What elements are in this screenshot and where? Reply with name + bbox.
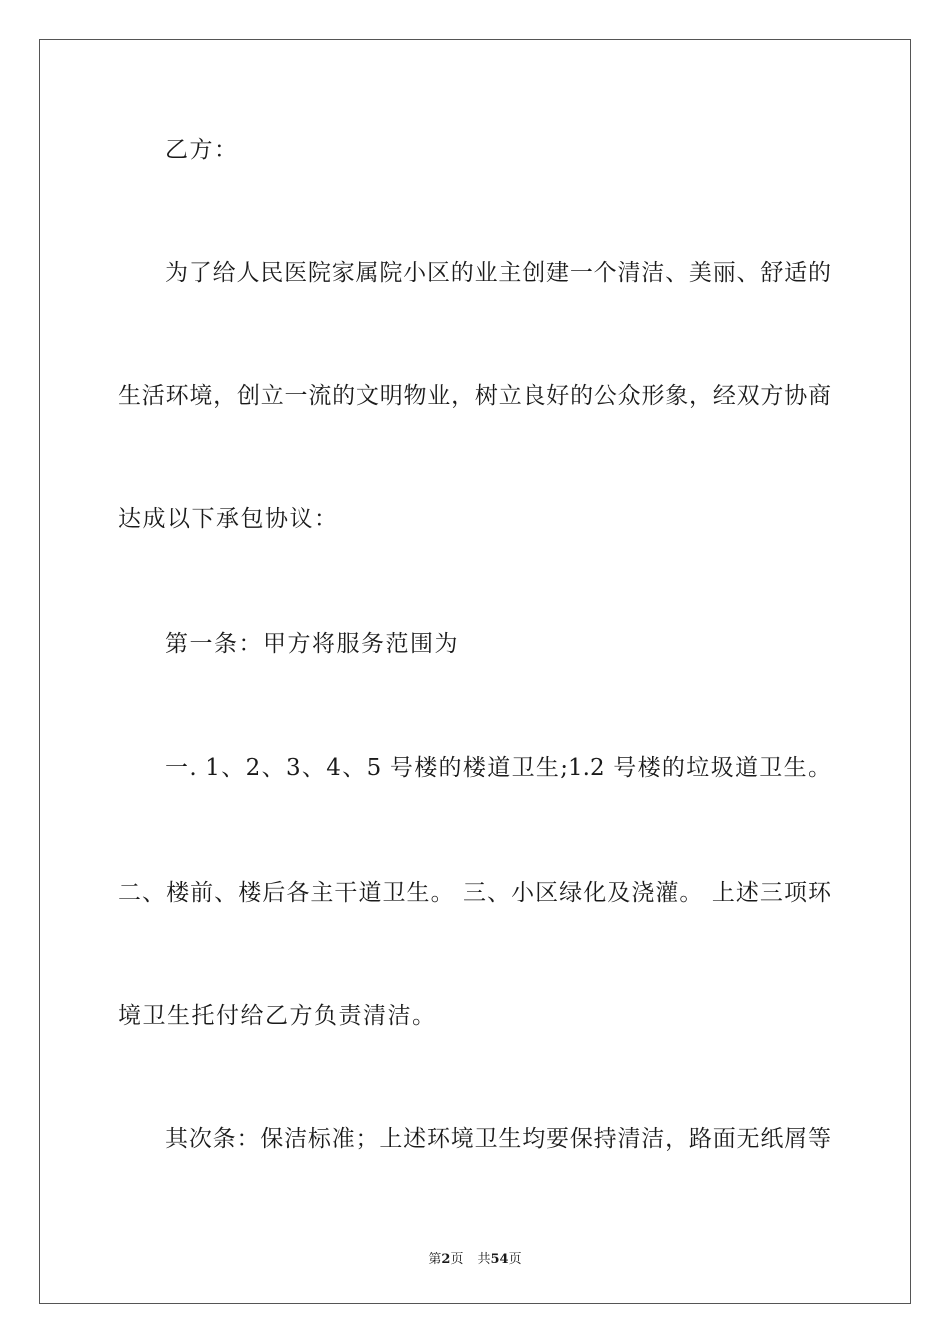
paragraph-line: 一. 1、2、3、4、5 号楼的楼道卫生;1.2 号楼的垃圾道卫生。 [165,755,831,781]
page-footer [0,1248,950,1267]
total-pages: 54 [490,1252,509,1267]
paragraph-line: 达成以下承包协议： [118,506,339,532]
article-one-heading: 第一条：甲方将服务范围为 [165,631,459,657]
paragraph-line: 生活环境，创立一流的文明物业，树立良好的公众形象，经双方协商 [118,383,831,409]
total-suffix: 页 [508,1252,522,1267]
page-frame [39,39,911,1304]
article-two-line: 其次条：保洁标准；上述环境卫生均要保持清洁，路面无纸屑等 [165,1126,831,1152]
total-prefix: 共 [477,1252,491,1267]
page-prefix: 第 [428,1252,442,1267]
page-suffix: 页 [450,1252,464,1267]
paragraph-line: 二、楼前、楼后各主干道卫生。 三、小区绿化及浇灌。 上述三项环 [118,880,831,906]
page-number: 2 [441,1252,451,1267]
paragraph-line: 为了给人民医院家属院小区的业主创建一个清洁、美丽、舒适的 [165,260,831,286]
party-b-label: 乙方： [165,137,239,163]
paragraph-line: 境卫生托付给乙方负责清洁。 [118,1003,437,1029]
